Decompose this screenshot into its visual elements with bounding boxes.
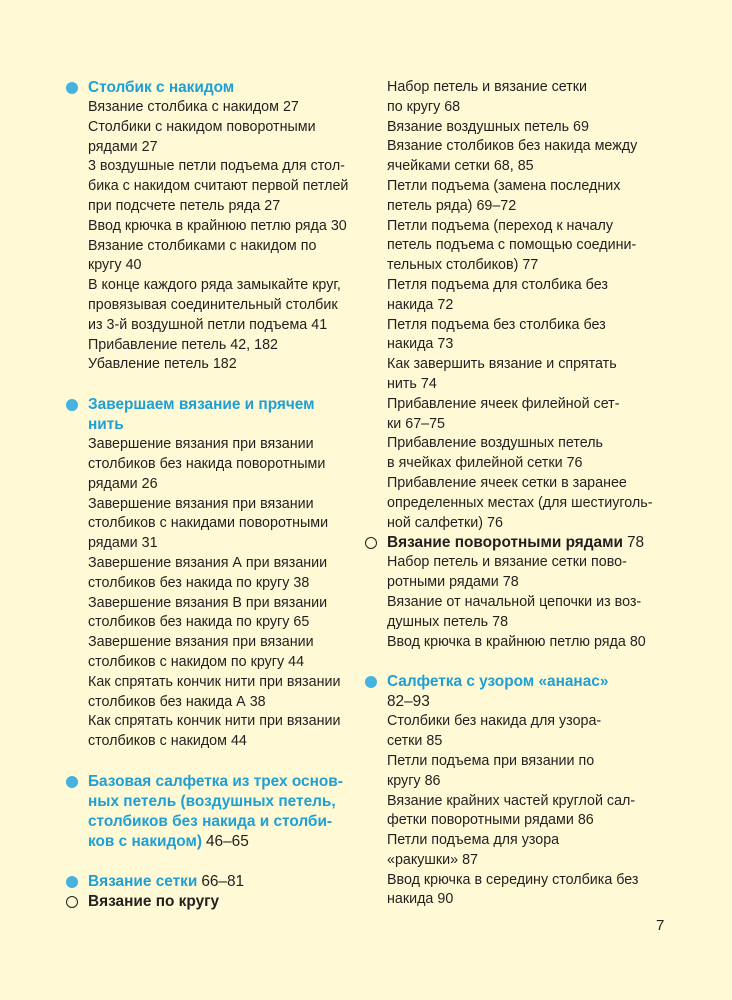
section-title: ных петель (воздушных петель, [88,792,336,810]
section-heading [64,872,354,892]
index-entry: Набор петель и вязание сетки пово- ротными рядами 78 [387,554,627,591]
entry-list [64,98,354,375]
index-entry: Завершение вязания при вязании столбиков с накидами поворотными рядами 31 [88,495,329,552]
page-ref: 80 [629,633,646,650]
section-heading [64,78,354,98]
subsection-povorotnymi-ryadami [363,533,653,652]
page-ref: 68, 85 [493,158,534,175]
filled-circle-bullet-icon [66,82,78,94]
page-ref: 78 [502,574,519,591]
index-entry: Как спрятать кончик нити при вязании столбиков без накида А 38 [88,673,341,710]
page-ref: 90 [437,891,454,908]
page-ref: 66–81 [201,872,245,890]
page-ref: 78 [492,613,509,630]
index-entry: Прибавление воздушных петель в ячейках филейной сетки 76 [387,435,603,472]
page-ref: 76 [487,514,503,531]
section-title: Столбик с накидом [88,79,235,96]
subsection-title: Вязание поворотными рядами [387,534,623,552]
page-ref: 44 [288,653,305,670]
index-entry: Ввод крючка в середину столбика без накида 90 [387,871,639,908]
index-entry: Столбики с накидом поворотными рядами 27 [88,118,316,155]
subsection-title: Вязание по кругу [88,892,220,910]
page-ref: 73 [437,336,454,353]
section-heading [64,395,354,435]
subsection-heading [64,892,354,912]
section-zavershaem-vyazanie [64,395,354,752]
subsection-vyazanie-po-krugu [64,892,354,912]
index-entry: Набор петель и вязание сетки по кругу 68 [387,79,588,115]
index-entry: Вязание от начальной цепочки из воз- душных петель 78 [387,593,642,630]
section-heading [64,772,354,852]
page-ref: 74 [420,375,437,392]
index-entry: Как завершить вязание и спрятать нить 74 [387,356,617,392]
entry-list [363,553,653,652]
index-entry: Вязание столбика с накидом 27 [88,99,299,115]
index-entry: Убавление петель 182 [88,356,237,373]
section-title: ков с накидом) [88,832,202,850]
index-entry: Ввод крючка в крайнюю петлю ряда 30 [88,217,347,234]
index-entry: Прибавление петель 42, 182 [88,336,278,353]
index-entry: 3 воздушные петли подъема для стол- бика с накидом считают первой петлей при подсчете петель ряда 27 [88,158,349,214]
index-entry: Петля подъема без столбика без накида 73 [387,316,606,353]
page-ref: 82–93 [387,693,430,711]
section-title: нить [88,416,124,434]
section-stolbik-s-nakidom [64,78,354,375]
filled-circle-bullet-icon [66,776,78,788]
page-ref: 27 [264,197,281,214]
index-entry: Вязание столбиков без накида между ячейками сетки 68, 85 [387,138,638,175]
index-entry: Вязание крайних частей круглой сал- фетки поворотными рядами 86 [387,792,636,829]
index-entry: Столбики без накида для узора-сетки 85 [387,713,602,750]
index-entry: Петли подъема (переход к началу петель подъема с помощью соедини- тельных столбиков) 77 [387,217,637,274]
page-ref: 38 [293,574,310,591]
page-ref: 86 [577,812,594,829]
page-ref: 87 [462,851,478,868]
page-ref: 78 [626,534,645,552]
index-entry: Петли подъема для узора «ракушки» 87 [387,832,560,868]
index-entry: Петля подъема для столбика без накида 72 [387,276,608,313]
page-ref: 69–72 [476,197,517,214]
page-ref: 31 [141,535,158,552]
page-ref: 77 [522,257,539,274]
page-ref: 76 [566,455,583,472]
filled-circle-bullet-icon [66,876,78,888]
index-entry: Петли подъема (замена последних петель ряда) 69–72 [387,177,621,214]
index-entry: Завершение вязания А при вязании столбиков без накида по кругу 38 [88,554,328,591]
page-number: 7 [656,917,665,934]
entry-list [363,78,653,533]
index-entry: Петли подъема при вязании по кругу 86 [387,752,595,789]
index-entry: Завершение вязания при вязании столбиков без накида поворотными рядами 26 [88,436,326,492]
continued-entries [363,78,653,533]
section-salfetka-ananas [363,672,653,910]
entry-list [363,712,653,910]
section-heading [363,672,653,712]
page-ref: 182 [212,356,237,373]
page-ref: 46–65 [205,832,249,850]
index-entry: Завершение вязания при вязании столбиков с накидом по кругу 44 [88,634,314,670]
index-entry: Вязание воздушных петель 69 [387,118,589,135]
index-entry: Прибавление ячеек филейной сет- ки 67–75 [387,395,620,432]
page-ref: 30 [330,217,347,234]
index-entry: Завершение вязания В при вязании столбиков без накида по кругу 65 [88,594,328,631]
page-ref: 85 [426,733,443,750]
page-ref: 27 [141,138,158,155]
page-ref: 27 [282,99,299,115]
subsection-heading [363,533,653,553]
page-ref: 38 [249,693,266,710]
section-vyazanie-setki [64,872,354,892]
page-ref: 26 [141,475,158,492]
page-ref: 41 [311,316,328,333]
page-ref: 65 [293,614,310,631]
section-title: Вязание сетки [88,872,198,890]
section-title: Салфетка с узором «ананас» [387,673,609,691]
index-right-column [363,78,653,910]
page-ref: 40 [125,257,142,274]
page-ref: 42, 182 [230,336,278,353]
section-title: Завершаем вязание и прячем [88,396,315,414]
page-ref: 72 [437,296,454,313]
index-entry: Как спрятать кончик нити при вязании столбиков с накидом 44 [88,713,341,750]
section-bazovaya-salfetka [64,772,354,852]
page-ref: 69 [573,118,589,135]
index-entry: Вязание столбиками с накидом по кругу 40 [88,237,317,274]
filled-circle-bullet-icon [66,399,78,411]
section-title: столбиков без накида и столби- [88,812,333,830]
hollow-circle-bullet-icon [66,896,78,908]
index-entry: Прибавление ячеек сетки в заранее определенных местах (для шестиуголь- ной салфетки) 76 [387,474,653,531]
section-title: Базовая салфетка из трех основ- [88,772,343,790]
entry-list [64,435,354,752]
hollow-circle-bullet-icon [365,537,377,549]
page-ref: 44 [230,733,247,750]
index-left-column [64,78,354,912]
index-entry: В конце каждого ряда замыкайте круг, провязывая соединительный столбик из 3-й воздушной петли подъема 41 [88,277,341,333]
filled-circle-bullet-icon [365,676,377,688]
page-ref: 68 [444,98,461,115]
page-ref: 86 [424,772,441,789]
page-ref: 67–75 [405,415,446,432]
index-entry: Ввод крючка в крайнюю петлю ряда 80 [387,633,646,650]
